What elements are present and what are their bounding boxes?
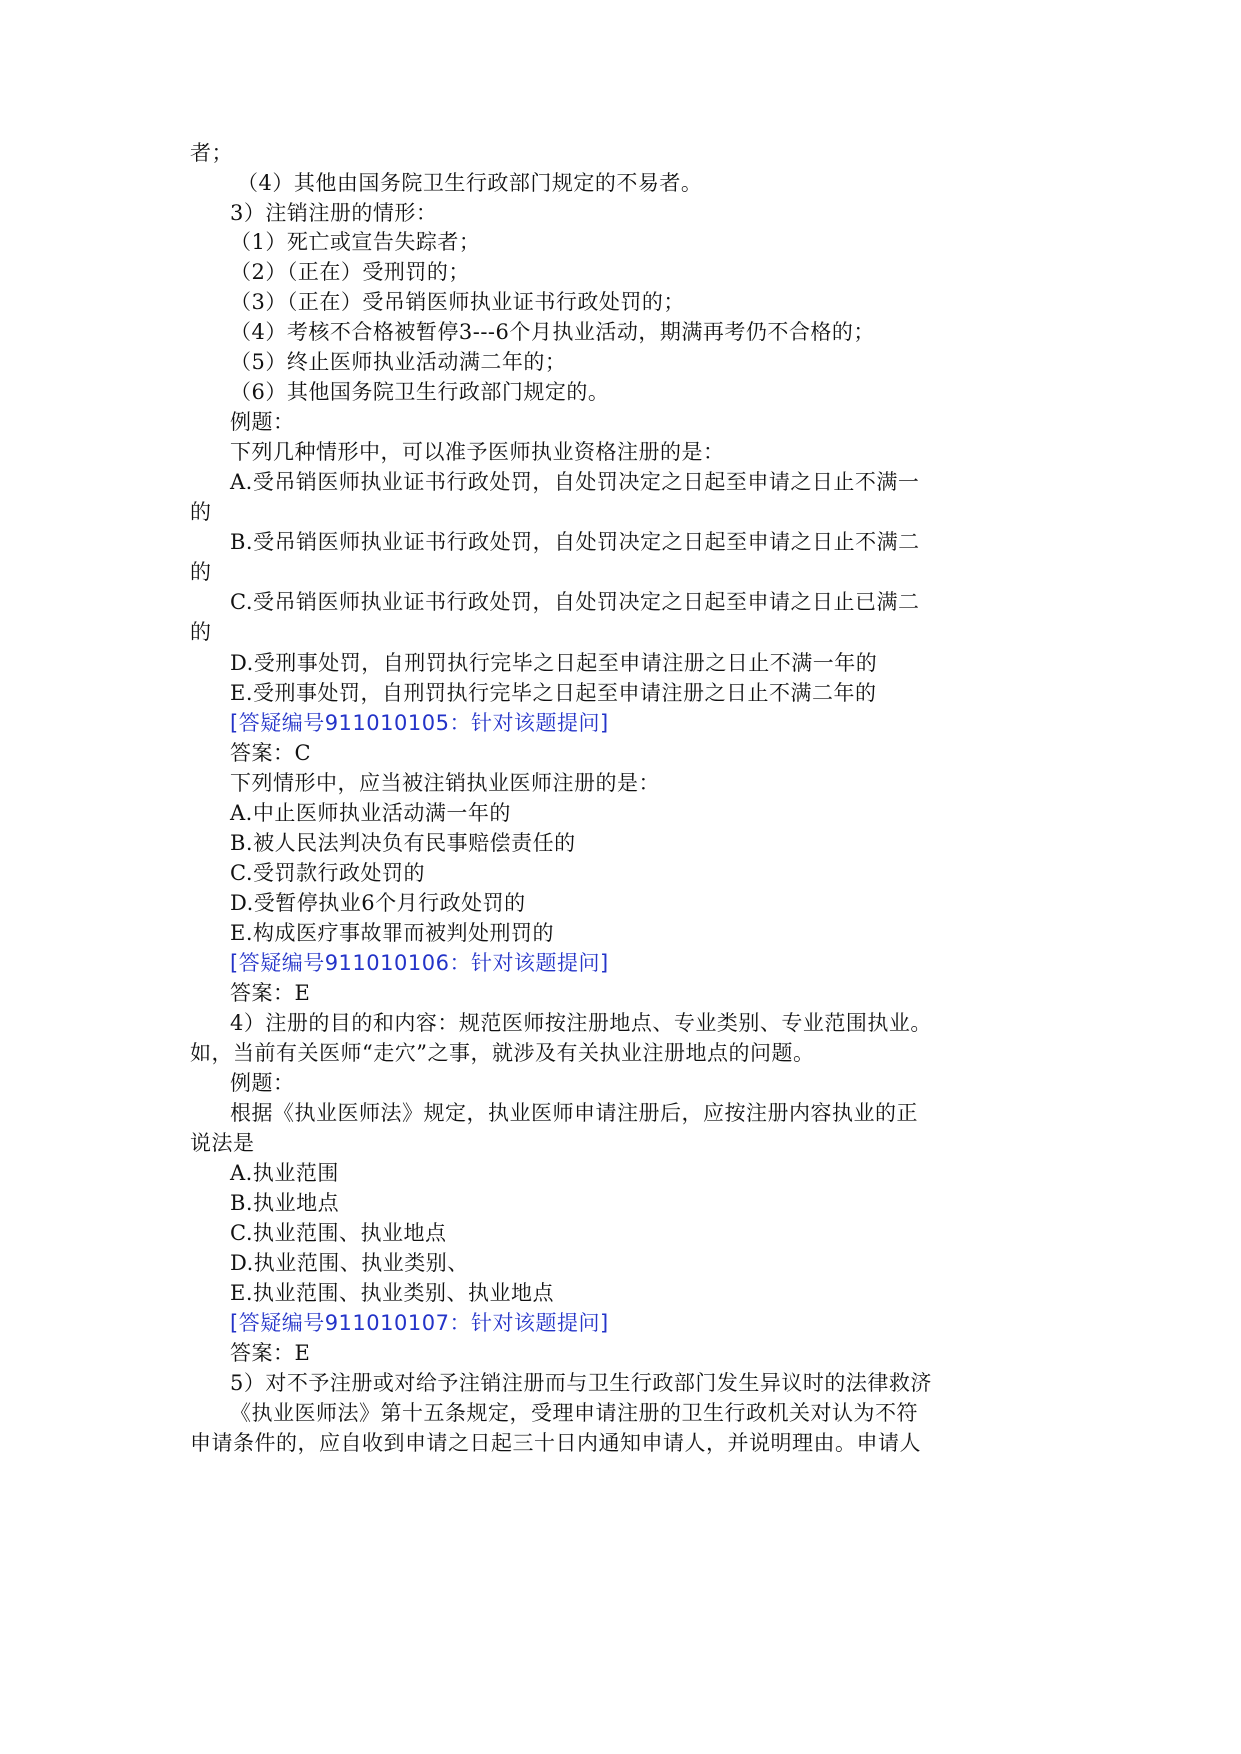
option-line: B.执业地点: [230, 1191, 340, 1215]
answer-line: 答案：E: [230, 1341, 311, 1365]
text-line: 下列几种情形中，可以准予医师执业资格注册的是：: [230, 440, 725, 464]
option-line: C.执业范围、执业地点: [230, 1221, 447, 1245]
text-line: （5）终止医师执业活动满二年的；: [230, 350, 567, 374]
text-line: （6）其他国务院卫生行政部门规定的。: [230, 380, 610, 404]
text-line: 说法是: [190, 1131, 255, 1155]
option-line: C.受罚款行政处罚的: [230, 861, 425, 885]
text-line: 《执业医师法》第十五条规定，受理申请注册的卫生行政机关对认为不符: [230, 1401, 918, 1425]
text-line: 的: [190, 500, 212, 524]
answer-line: 答案：E: [230, 981, 311, 1005]
option-line: E.构成医疗事故罪而被判处刑罚的: [230, 921, 555, 945]
text-line: 的: [190, 560, 212, 584]
question-ask-link[interactable]: [答疑编号911010106：针对该题提问]: [230, 951, 609, 975]
text-line: （2）（正在）受刑罚的；: [230, 260, 470, 284]
text-line: 例题：: [230, 410, 295, 434]
option-line: A.受吊销医师执业证书行政处罚，自处罚决定之日起至申请之日止不满一: [230, 470, 920, 494]
option-line: E.受刑事处罚，自刑罚执行完毕之日起至申请注册之日止不满二年的: [230, 681, 877, 705]
option-line: A.中止医师执业活动满一年的: [230, 801, 511, 825]
text-line: （3）（正在）受吊销医师执业证书行政处罚的；: [230, 290, 685, 314]
option-line: C.受吊销医师执业证书行政处罚，自处罚决定之日起至申请之日止已满二: [230, 590, 920, 614]
text-line: 如，当前有关医师“走穴”之事，就涉及有关执业注册地点的问题。: [190, 1041, 815, 1065]
option-line: B.被人民法判决负有民事赔偿责任的: [230, 831, 576, 855]
text-line: （4）考核不合格被暂停3---6个月执业活动，期满再考仍不合格的；: [230, 320, 875, 344]
text-line: （4）其他由国务院卫生行政部门规定的不易者。: [237, 171, 703, 195]
option-line: A.执业范围: [230, 1161, 339, 1185]
option-line: E.执业范围、执业类别、执业地点: [230, 1281, 555, 1305]
option-line: D.受刑事处罚，自刑罚执行完毕之日起至申请注册之日止不满一年的: [230, 651, 878, 675]
text-line: 的: [190, 620, 212, 644]
text-line: 4）注册的目的和内容：规范医师按注册地点、专业类别、专业范围执业。: [230, 1011, 932, 1035]
text-line: （1）死亡或宣告失踪者；: [230, 230, 481, 254]
text-line: 3）注销注册的情形：: [230, 201, 438, 225]
text-line: 例题：: [230, 1071, 295, 1095]
question-ask-link[interactable]: [答疑编号911010105：针对该题提问]: [230, 711, 609, 735]
text-line: 根据《执业医师法》规定，执业医师申请注册后，应按注册内容执业的正: [230, 1101, 918, 1125]
text-line: 者；: [190, 141, 233, 165]
option-line: B.受吊销医师执业证书行政处罚，自处罚决定之日起至申请之日止不满二: [230, 530, 920, 554]
option-line: D.受暂停执业6个月行政处罚的: [230, 891, 526, 915]
option-line: D.执业范围、执业类别、: [230, 1251, 469, 1275]
text-line: 5）对不予注册或对给予注销注册而与卫生行政部门发生异议时的法律救济: [230, 1371, 932, 1395]
text-line: 下列情形中，应当被注销执业医师注册的是：: [230, 771, 660, 795]
question-ask-link[interactable]: [答疑编号911010107：针对该题提问]: [230, 1311, 609, 1335]
text-line: 申请条件的，应自收到申请之日起三十日内通知申请人，并说明理由。申请人: [190, 1431, 921, 1455]
answer-line: 答案：C: [230, 741, 312, 765]
